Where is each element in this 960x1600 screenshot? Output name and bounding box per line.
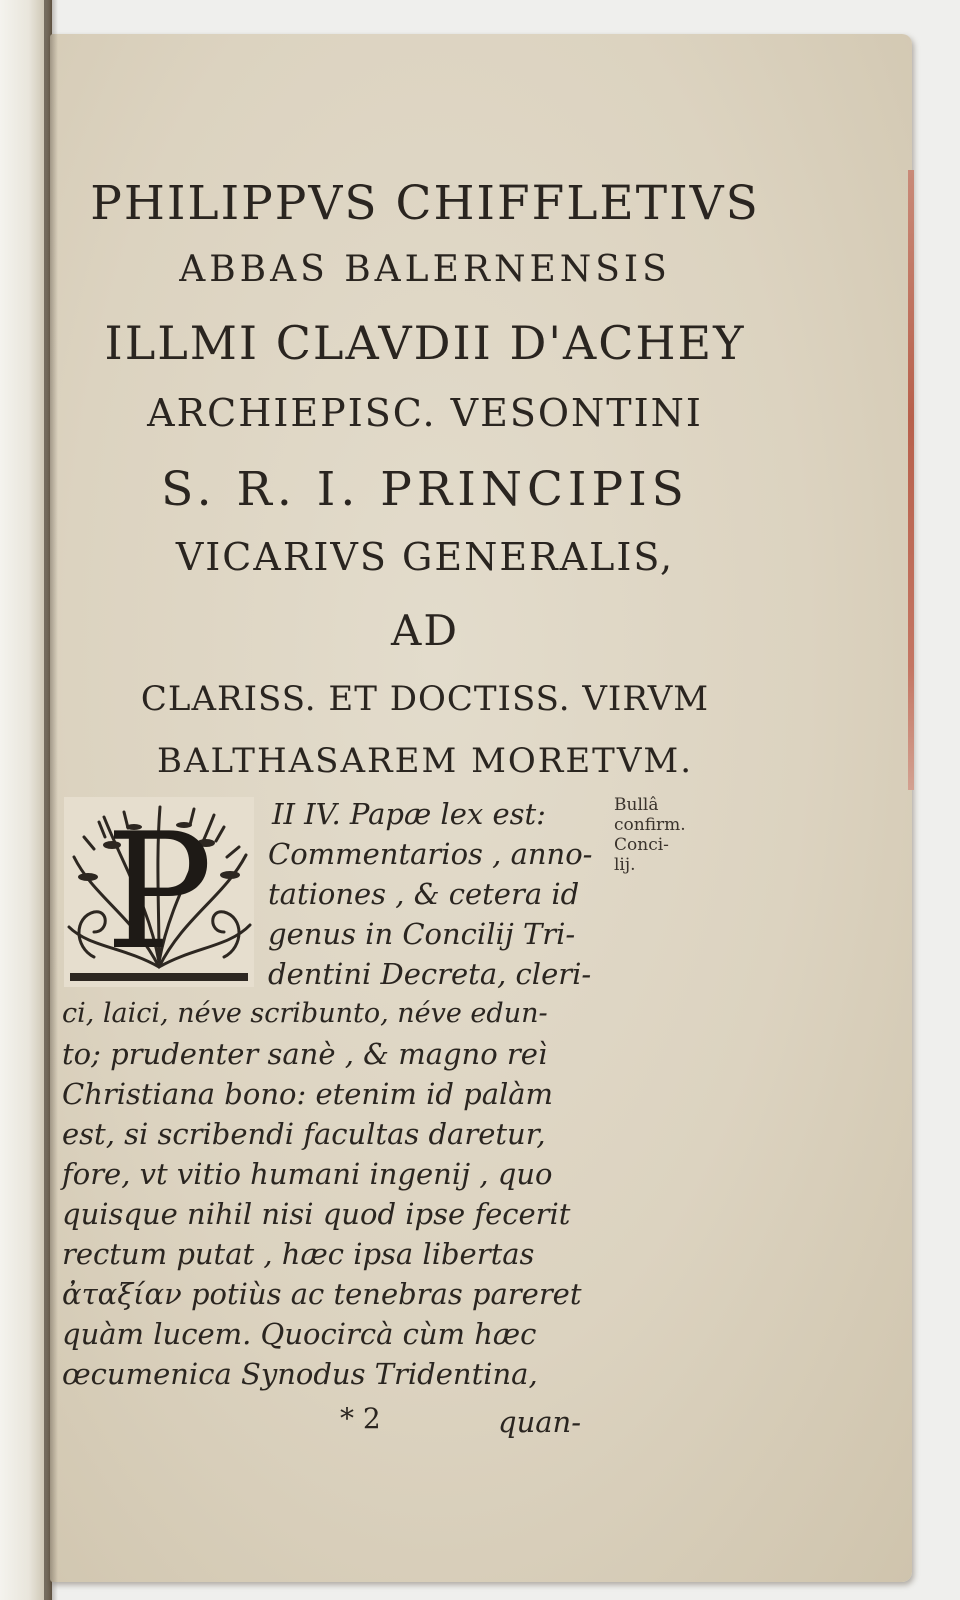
red-page-edge	[908, 170, 914, 790]
text-line: ci, laici, néve scribunto, néve edun-	[62, 998, 548, 1029]
text-line: quàm lucem. Quocircà cùm hæc	[62, 1317, 537, 1351]
signature-mark: * 2	[340, 1402, 381, 1435]
text-line: Christiana bono: etenim id palàm	[62, 1077, 554, 1111]
title-line-ad: AD	[390, 606, 459, 655]
title-line-clariss: CLARISS. ET DOCTISS. VIRVM	[140, 679, 710, 719]
title-block	[60, 176, 790, 804]
text-line: II IV. Papæ lex est:	[272, 797, 546, 831]
margin-note-line: Bullâ	[614, 795, 659, 815]
text-line: Commentarios , anno-	[268, 837, 593, 871]
svg-text:P: P	[105, 798, 213, 985]
title-line-abbas: ABBAS BALERNENSIS	[179, 249, 671, 290]
text-line: est, si scribendi facultas daretur,	[62, 1117, 546, 1151]
text-line: œcumenica Synodus Tridentina,	[62, 1357, 538, 1391]
text-line: genus in Concilij Tri-	[268, 917, 576, 951]
foliage-ornament-icon	[64, 797, 254, 987]
margin-note-line: lij.	[614, 855, 636, 875]
spine-shadow	[44, 0, 58, 1600]
title-line-principis: S. R. I. PRINCIPIS	[161, 462, 689, 517]
title-line-balthasarem: BALTHASAREM MORETVM.	[156, 741, 694, 781]
text-line: rectum putat , hæc ipsa libertas	[62, 1237, 535, 1271]
title-line-vicarius: VICARIVS GENERALIS,	[175, 535, 675, 579]
title-line-author: PHILIPPVS CHIFFLETIVS	[90, 176, 760, 231]
text-line: ἀταξίαν potiùs ac tenebras pareret	[62, 1277, 582, 1311]
catchword: quan-	[498, 1405, 582, 1439]
text-line: quisque nihil nisi quod ipse fecerit	[62, 1197, 571, 1231]
text-line: dentini Decreta, cleri-	[268, 957, 592, 991]
text-line: tationes , & cetera id	[268, 877, 580, 911]
title-line-archiepisc: ARCHIEPISC. VESONTINI	[147, 391, 703, 435]
margin-note-line: confirm.	[614, 815, 686, 835]
text-line: to; prudenter sanè , & magno reì	[62, 1037, 548, 1071]
decorated-initial	[64, 797, 254, 987]
margin-note	[614, 795, 686, 875]
title-line-claudii: ILLMI CLAVDII D'ACHEY	[104, 316, 746, 370]
margin-note-line: Conci-	[614, 835, 669, 855]
text-line: fore, vt vitio humani ingenij , quo	[62, 1157, 553, 1191]
